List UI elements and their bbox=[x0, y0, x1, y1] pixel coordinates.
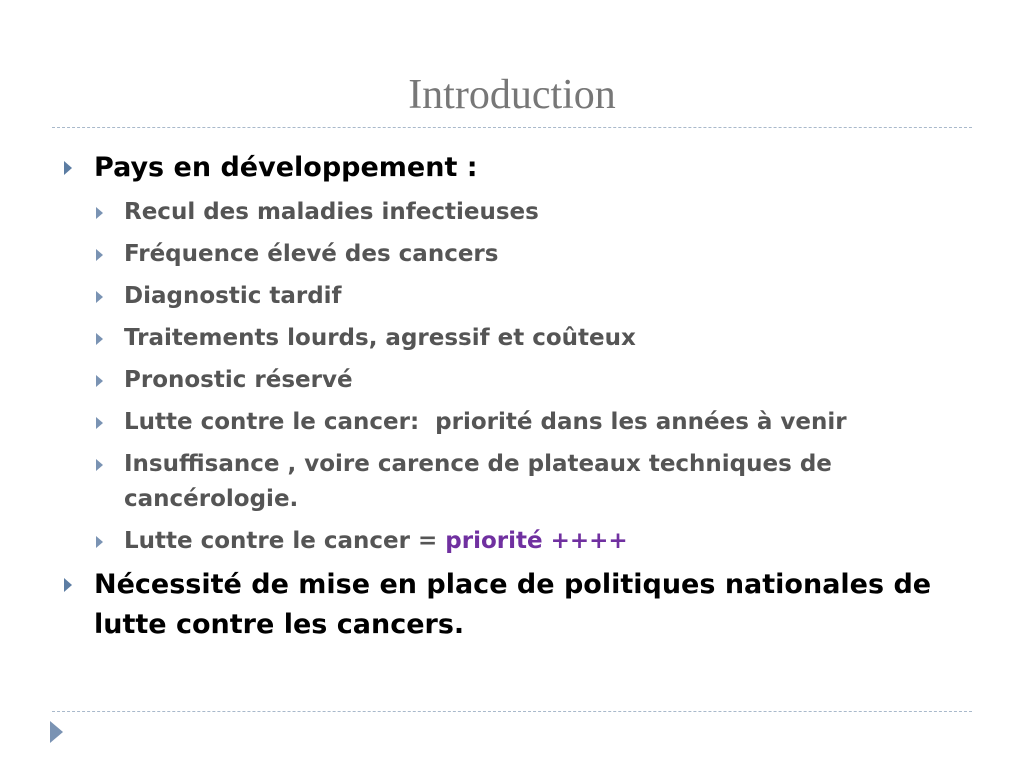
triangle-bullet-icon bbox=[96, 375, 103, 387]
priority-highlight: priorité ++++ bbox=[445, 528, 628, 554]
sub-bullet-text: Diagnostic tardif bbox=[124, 283, 342, 309]
sub-bullet-item bbox=[58, 237, 970, 272]
bullet-text: Nécessité de mise en place de politiques nationales de lutte contre les cancers. bbox=[94, 569, 932, 640]
sub-bullet-item bbox=[58, 195, 970, 230]
bullet-item-necessite bbox=[58, 565, 970, 645]
triangle-bullet-icon bbox=[64, 578, 72, 592]
sub-bullet-item bbox=[58, 363, 970, 398]
triangle-bullet-icon bbox=[96, 207, 103, 219]
slide-title: Introduction bbox=[408, 72, 616, 118]
triangle-bullet-icon bbox=[96, 417, 103, 429]
triangle-bullet-icon bbox=[64, 161, 72, 175]
sub-bullet-text: Recul des maladies infectieuses bbox=[124, 199, 539, 225]
triangle-bullet-icon bbox=[96, 249, 103, 261]
footer-divider bbox=[52, 711, 972, 712]
next-slide-icon[interactable] bbox=[50, 721, 63, 743]
sub-bullet-item bbox=[58, 279, 970, 314]
sub-bullet-text: Lutte contre le cancer: priorité dans les années à venir bbox=[124, 409, 847, 435]
sub-bullet-text: Pronostic réservé bbox=[124, 367, 353, 393]
sub-bullet-text: Insuffisance , voire carence de plateaux techniques de cancérologie. bbox=[124, 451, 832, 512]
sub-bullet-item bbox=[58, 524, 970, 559]
title-divider bbox=[52, 127, 972, 128]
sub-bullet-text: Lutte contre le cancer = bbox=[124, 528, 446, 554]
bullet-item-pays bbox=[58, 148, 970, 188]
sub-bullet-item bbox=[58, 447, 970, 517]
sub-bullet-item bbox=[58, 321, 970, 356]
sub-bullet-item bbox=[58, 405, 970, 440]
triangle-bullet-icon bbox=[96, 536, 103, 548]
sub-bullet-text: Traitements lourds, agressif et coûteux bbox=[124, 325, 636, 351]
triangle-bullet-icon bbox=[96, 333, 103, 345]
bullet-text: Pays en développement : bbox=[94, 152, 478, 183]
triangle-bullet-icon bbox=[96, 459, 103, 471]
triangle-bullet-icon bbox=[96, 291, 103, 303]
slide-content bbox=[58, 148, 970, 645]
sub-bullet-text: Fréquence élevé des cancers bbox=[124, 241, 499, 267]
